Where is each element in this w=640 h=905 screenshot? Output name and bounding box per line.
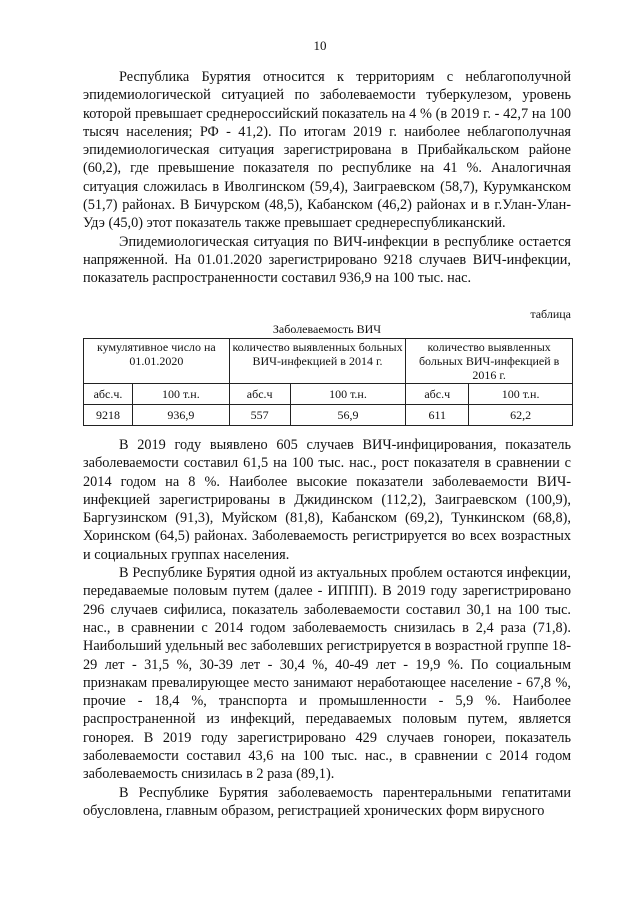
table-subheader-row — [84, 384, 573, 405]
paragraph-tuberculosis: Республика Бурятия относится к территориям с неблагополучной эпидемиологической ситуацией по заболеваемости туберкулезом, уровень которой превышает среднероссийский показатель на 4 % (в 2019 г. - 42,7 на 100 тысяч населения; РФ - 41,2). По итогам 2019 г. наиболее неблагополучная эпидемиологическая ситуация зарегистрирована в Прибайкальском районе (60,2), где превышение показателя по республике на 41 %. Аналогичная ситуация сложилась в Иволгинском (59,4), Заиграевском (58,7), Курумканском (51,7) районах. В Бичурском (48,5), Кабанском (46,2) районах и в г.Улан-Улан-Удэ (45,0) этот показатель также превышает среднереспубликанский. — [83, 69, 571, 232]
subheader-cell: 100 т.н. — [132, 384, 229, 405]
paragraph-hiv-2019: В 2019 году выявлено 605 случаев ВИЧ-инфицирования, показатель заболеваемости составил 61,5 на 100 тыс. нас., рост показателя в сравнении с 2014 годом на 8 %. Наиболее высокие показатели заболеваемости ВИЧ-инфекцией зарегистрированы в Джидинском (112,2), Заиграевском (100,9), Баргузинском (91,3), Муйском (81,8), Кабанском (69,2), Тункинском (68,8), Хоринском (64,5) районах. Заболеваемость регистрируется во всех возрастных и социальных группах населения. — [83, 437, 571, 563]
table-cell: 56,9 — [290, 405, 406, 426]
subheader-cell: 100 т.н. — [290, 384, 406, 405]
table-cell: 936,9 — [132, 405, 229, 426]
table-cell: 557 — [229, 405, 290, 426]
table-row — [84, 405, 573, 426]
table-cell: 611 — [406, 405, 469, 426]
header-2014: количество выявленных больных ВИЧ-инфекцией в 2014 г. — [229, 339, 406, 384]
subheader-cell: абс.ч — [229, 384, 290, 405]
paragraph-hiv-intro: Эпидемиологическая ситуация по ВИЧ-инфекции в республике остается напряженной. На 01.01.2020 зарегистрировано 9218 случаев ВИЧ-инфекции, показатель распространенности составил 936,9 на 100 тыс. нас. — [83, 233, 571, 287]
header-2016: количество выявленных больных ВИЧ-инфекцией в 2016 г. — [406, 339, 573, 384]
header-cumulative: кумулятивное число на 01.01.2020 — [84, 339, 230, 384]
subheader-cell: абс.ч — [406, 384, 469, 405]
text-section-top — [83, 68, 571, 288]
subheader-cell: абс.ч. — [84, 384, 133, 405]
subheader-cell: 100 т.н. — [469, 384, 573, 405]
hiv-incidence-table — [83, 338, 573, 426]
table-label: таблица — [530, 307, 571, 321]
text-section-bottom — [83, 436, 571, 820]
paragraph-hepatitis: В Республике Бурятия заболеваемость парентеральными гепатитами обусловлена, главным образом, регистрацией хронических форм вирусного — [83, 784, 571, 819]
table-cell: 62,2 — [469, 405, 573, 426]
table-cell: 9218 — [84, 405, 133, 426]
page-number: 10 — [313, 38, 327, 53]
table-header-row — [84, 339, 573, 384]
table-title: Заболеваемость ВИЧ — [272, 322, 382, 336]
paragraph-stis: В Республике Бурятия одной из актуальных проблем остаются инфекции, передаваемые половым путем (далее - ИППП). В 2019 году зарегистрировано 296 случаев сифилиса, показатель заболеваемости составил 30,1 на 100 тыс. нас., в сравнении с 2014 годом заболеваемость снизилась в 2,4 раза (71,8). Наибольший удельный вес заболевших регистрируется в возрастной группе 18-29 лет - 31,5 %, 30-39 лет - 30,4 %, 40-49 лет - 19,9 %. По социальным признакам превалирующее место занимают неработающее население - 67,8 %, прочие - 18,4 %, транспорта и промышленности - 5,9 %. Наиболее распространенной из инфекций, передаваемых половым путем, является гонорея. В 2019 году зарегистрировано 429 случаев гонореи, показатель заболеваемости составил 43,6 на 100 тыс. нас., в сравнении с 2014 годом заболеваемость снизилась в 2 раза (89,1). — [83, 565, 571, 783]
